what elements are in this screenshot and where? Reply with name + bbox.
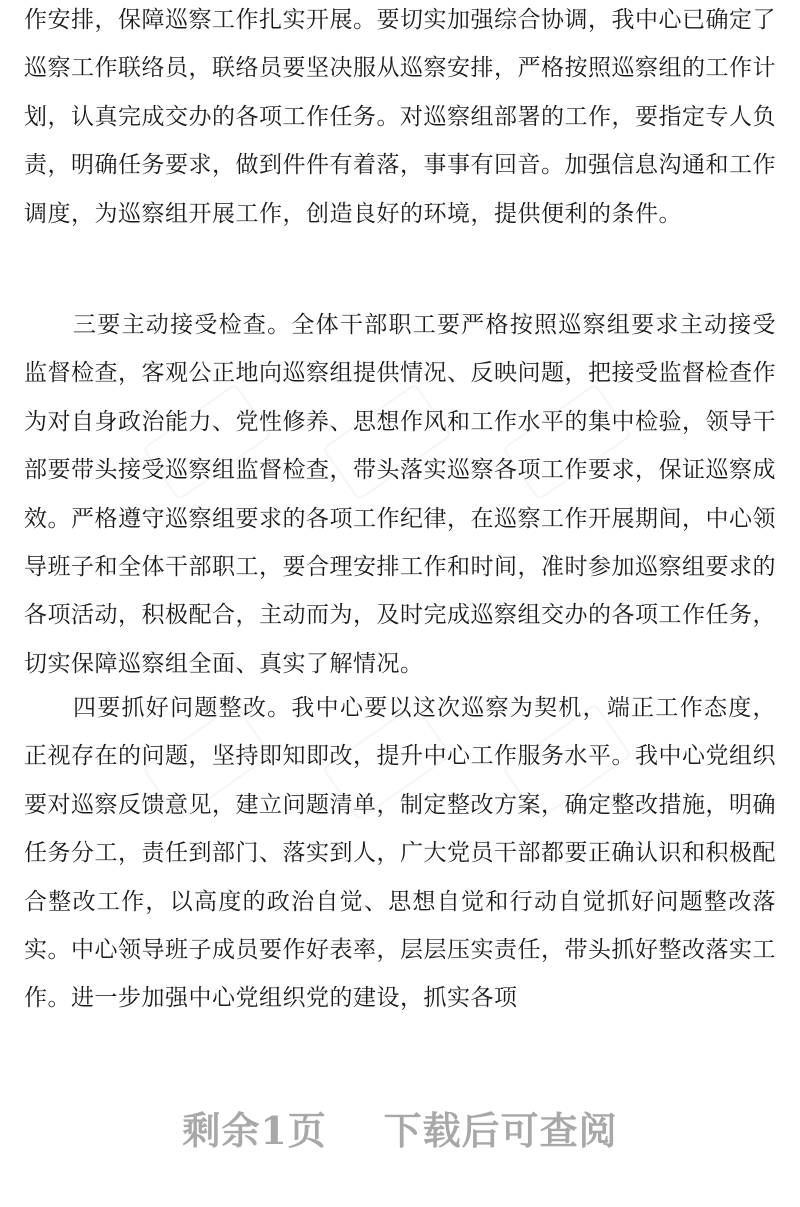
paragraph-3: 四要抓好问题整改。我中心要以这次巡察为契机，端正工作态度，正视存在的问题，坚持即知即改，提升中心工作服务水平。我中心党组织要对巡察反馈意见，建立问题清单，制定整改方案，确定整改措施，明确任务分工，责任到部门、落实到人，广大党员干部都要正确认识和积极配合整改工作，以高度的政治自觉、思想自觉和行动自觉抓好问题整改落实。中心领导班子成员要作好表率，层层压实责任，带头抓好整改落实工作。进一步加强中心党组织党的建设，抓实各项 [24,695,776,1012]
remaining-pages-notice[interactable]: 剩余1页 下载后可查阅 [182,1108,618,1153]
paragraph-2: 三要主动接受检查。全体干部职工要严格按照巡察组要求主动接受监督检查，客观公正地向巡察组提供情况、反映问题，把接受监督检查作为对自身政治能力、党性修养、思想作风和工作水平的集中检验，领导干部要带头接受巡察组监督检查，带头落实巡察各项工作要求，保证巡察成效。严格遵守巡察组要求的各项工作纪律，在巡察工作开展期间，中心领导班子和全体干部职工，要合理安排工作和时间，准时参加巡察组要求的各项活动，积极配合，主动而为，及时完成巡察组交办的各项工作任务，切实保障巡察组全面、真实了解情况。 [24,312,776,677]
paragraph-1: 作安排，保障巡察工作扎实开展。要切实加强综合协调，我中心已确定了巡察工作联络员，联络员要坚决服从巡察安排，严格按照巡察组的工作计划，认真完成交办的各项工作任务。对巡察组部署的工作，要指定专人负责，明确任务要求，做到件件有着落，事事有回音。加强信息沟通和工作调度，为巡察组开展工作，创造良好的环境，提供便利的条件。 [24,7,776,227]
